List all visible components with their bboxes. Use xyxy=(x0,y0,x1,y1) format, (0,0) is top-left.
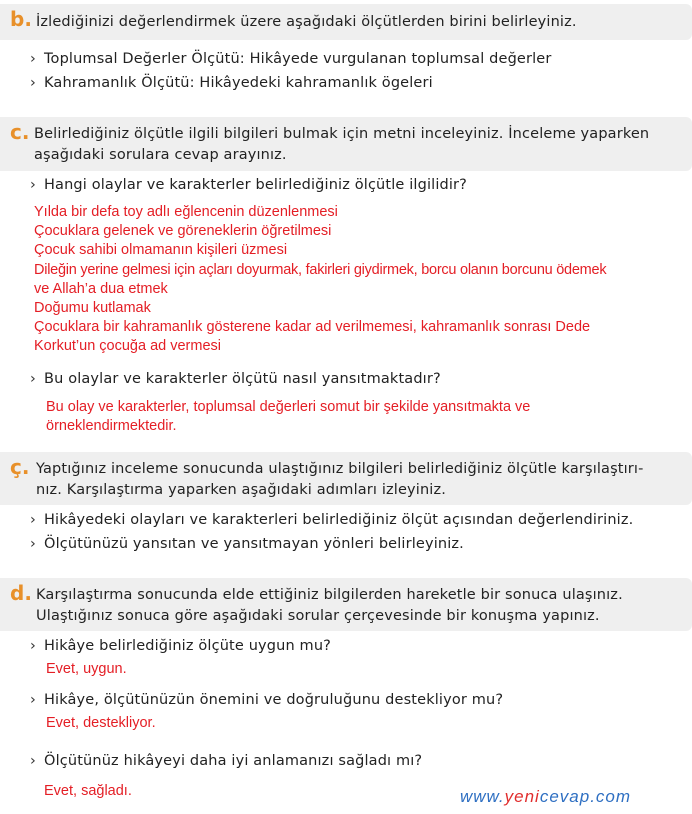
question-line: Ulaştığınız sonuca göre aşağıdaki sorular çerçevesinde bir konuşma yapınız. xyxy=(36,608,600,624)
section-d-question xyxy=(36,585,623,627)
item-text: Hangi olaylar ve karakterler belirlediğiniz ölçütle ilgilidir? xyxy=(44,177,467,193)
section-d-question-1 xyxy=(30,638,331,654)
section-c-letter: c. xyxy=(10,120,30,144)
question-line: Karşılaştırma sonucunda elde ettiğiniz bilgilerden hareketle bir sonuca ulaşınız. xyxy=(36,587,623,603)
answer-line: Yılda bir defa toy adlı eğlencenin düzenlenmesi xyxy=(34,204,338,220)
section-b-question: İzlediğinizi değerlendirmek üzere aşağıdaki ölçütlerden birini belirleyiniz. xyxy=(36,14,577,30)
answer-line: Korkut’un çocuğa ad vermesi xyxy=(34,338,221,355)
chevron-right-icon: › xyxy=(30,753,36,769)
chevron-right-icon: › xyxy=(30,371,36,387)
answer-line: Çocuk sahibi olmamanın kişileri üzmesi xyxy=(34,242,288,259)
item-text: Hikâye, ölçütünüzün önemini ve doğruluğunu destekliyor mu? xyxy=(44,692,504,708)
answer-line: örneklendirmektedir. xyxy=(46,418,177,435)
chevron-right-icon: › xyxy=(30,512,36,528)
section-d-answer-2: Evet, destekliyor. xyxy=(46,715,156,731)
section-c-answer-2 xyxy=(46,398,530,436)
chevron-right-icon: › xyxy=(30,638,36,654)
section-d-answer-1: Evet, uygun. xyxy=(46,661,127,677)
section-b-letter: b. xyxy=(10,7,32,31)
item-text: Hikâye belirlediğiniz ölçüte uygun mu? xyxy=(44,638,332,654)
item-text: Hikâyedeki olayları ve karakterleri belirlediğiniz ölçüt açısından değerlendiriniz. xyxy=(44,512,634,528)
item-text: Ölçütünüz hikâyeyi daha iyi anlamanızı sağladı mı? xyxy=(44,753,423,769)
section-d-letter: d. xyxy=(10,581,32,605)
watermark-brand-a: yeni xyxy=(504,787,540,806)
section-cc-question xyxy=(36,459,643,501)
section-cc-item-1 xyxy=(30,512,633,528)
watermark-brand-b: cevap xyxy=(539,787,591,806)
watermark-suffix: .com xyxy=(590,787,632,806)
section-d-question-2 xyxy=(30,692,503,708)
answer-line: Dileğin yerine gelmesi için açları doyurmak, fakirleri giydirmek, borcu olanın borcunu ödemek xyxy=(34,261,607,278)
question-line: Yaptığınız inceleme sonucunda ulaştığınız bilgileri belirlediğiniz ölçütle karşılaştırı- xyxy=(36,461,644,477)
answer-line: Bu olay ve karakterler, toplumsal değerleri somut bir şekilde yansıtmakta ve xyxy=(46,399,531,415)
question-line: Belirlediğiniz ölçütle ilgili bilgileri bulmak için metni inceleyiniz. İnceleme yaparken xyxy=(34,126,650,142)
item-text: Bu olaylar ve karakterler ölçütü nasıl yansıtmaktadır? xyxy=(44,371,441,387)
chevron-right-icon: › xyxy=(30,51,36,67)
chevron-right-icon: › xyxy=(30,536,36,552)
answer-line: Doğumu kutlamak xyxy=(34,300,151,317)
section-c-question-1 xyxy=(30,177,467,193)
watermark-prefix: www. xyxy=(460,787,505,806)
section-b-item-1 xyxy=(30,51,551,67)
answer-line: Çocuklara bir kahramanlık gösterene kadar ad verilmemesi, kahramanlık sonrası Dede xyxy=(34,319,591,336)
question-line: nız. Karşılaştırma yaparken aşağıdaki adımları izleyiniz. xyxy=(36,482,446,498)
item-text: Kahramanlık Ölçütü: Hikâyedeki kahramanlık ögeleri xyxy=(44,75,433,91)
section-b-item-2 xyxy=(30,75,433,91)
section-c-question-2 xyxy=(30,371,441,387)
chevron-right-icon: › xyxy=(30,177,36,193)
section-c-answer-1 xyxy=(34,203,606,357)
answer-line: Çocuklara gelenek ve göreneklerin öğretilmesi xyxy=(34,223,332,240)
question-line: aşağıdaki sorulara cevap arayınız. xyxy=(34,147,287,163)
answer-line: ve Allah’a dua etmek xyxy=(34,280,168,297)
watermark xyxy=(460,787,631,807)
section-d-question-3 xyxy=(30,753,422,769)
item-text: Toplumsal Değerler Ölçütü: Hikâyede vurgulanan toplumsal değerler xyxy=(44,51,552,67)
chevron-right-icon: › xyxy=(30,692,36,708)
chevron-right-icon: › xyxy=(30,75,36,91)
section-cc-item-2 xyxy=(30,536,464,552)
section-cc-letter: ç. xyxy=(10,455,30,479)
item-text: Ölçütünüzü yansıtan ve yansıtmayan yönleri belirleyiniz. xyxy=(44,536,464,552)
section-d-answer-3: Evet, sağladı. xyxy=(44,783,132,799)
section-c-question xyxy=(34,124,649,166)
